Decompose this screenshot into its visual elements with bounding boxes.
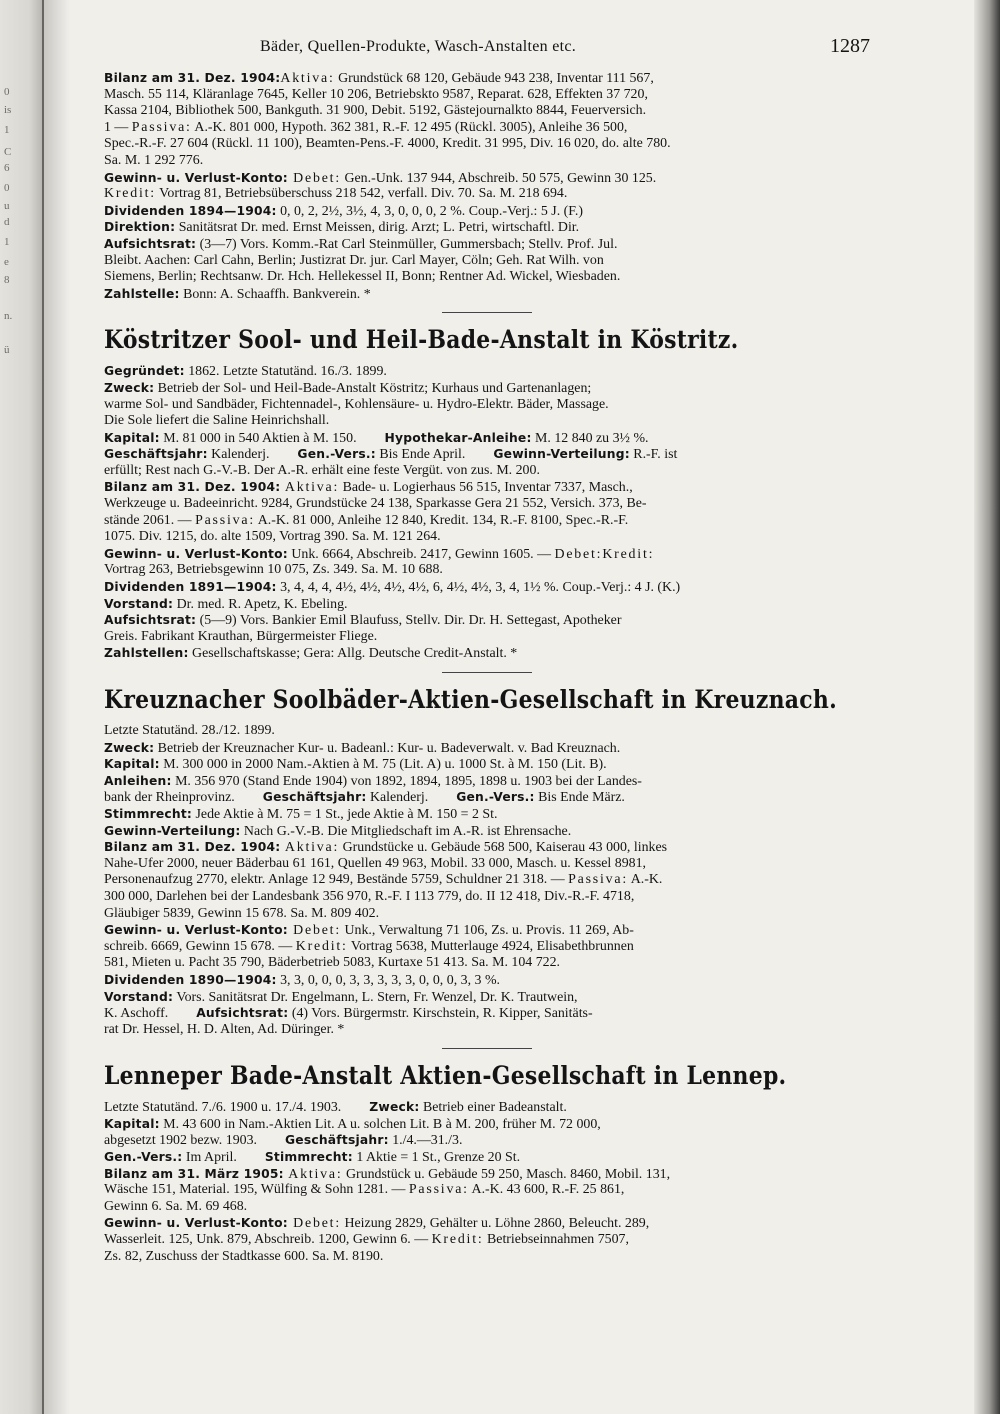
text-line	[104, 629, 870, 646]
entry-label: Hypothekar-Anleihe:	[384, 430, 532, 445]
entry-text: Betrieb der Kreuznacher Kur- u. Badeanl.: Kur- u. Badeverwalt. v. Bad Kreuznach.	[154, 740, 621, 756]
entry-text: A.-K. 43 600, R.-F. 25 861,	[468, 1182, 625, 1198]
entry-text: erfüllt; Rest nach G.-V.-B. Der A.-R. erhält eine feste Vergüt. von zus. M. 200.	[104, 462, 540, 478]
entry-text: Sanitätsrat Dr. med. Ernst Meissen, dirig. Arzt; L. Petri, wirtschaftl. Dir.	[175, 220, 580, 236]
text-line	[104, 839, 870, 856]
entry-text: Nahe-Ufer 2000, neuer Bäderbau 61 161, Quellen 49 963, Mobil. 33 000, Masch. u. Kessel 8981,	[104, 855, 647, 871]
account-label: Passiva:	[131, 119, 192, 135]
entry-text: R.-F. ist	[629, 447, 678, 463]
entry-label: Bilanz am 31. März 1905:	[104, 1166, 284, 1181]
running-head-title: Bäder, Quellen-Produkte, Wasch-Anstalten etc.	[260, 38, 577, 55]
entry-label: Stimmrecht:	[104, 806, 193, 821]
entry-text: Letzte Statutänd. 28./12. 1899.	[104, 723, 275, 738]
text-line	[104, 397, 870, 414]
account-label: Aktiva:	[280, 840, 340, 856]
entry-label: Dividenden 1890—1904:	[104, 972, 277, 987]
text-line	[104, 723, 870, 740]
previous-page-fragment: ü	[4, 344, 10, 356]
entry-label: Geschäftsjahr:	[285, 1133, 389, 1148]
entry-label: Zahlstellen:	[104, 646, 189, 661]
entry-text: Siemens, Berlin; Rechtsanw. Dr. Hch. Hellekessel II, Bonn; Rentner Ad. Wickel, Wiesbaden.	[104, 269, 621, 285]
entry-label: Gewinn-Verteilung:	[493, 447, 630, 462]
text-line	[104, 579, 870, 596]
entry-label: Zweck:	[369, 1100, 420, 1115]
section-divider	[442, 672, 532, 673]
entry-text: M. 356 970 (Stand Ende 1904) von 1892, 1894, 1895, 1898 u. 1903 bei der Landes-	[171, 773, 642, 789]
text-line	[104, 496, 870, 513]
entry-label: Aufsichtsrat:	[104, 236, 197, 251]
text-line	[104, 430, 870, 447]
entry-text: Vortrag 263, Betriebsgewinn 10 075, Zs. 349. Sa. M. 10 688.	[104, 562, 443, 578]
entry-text: 1./4.—31./3.	[388, 1133, 463, 1149]
text-line	[104, 120, 870, 137]
entry-text: (4) Vors. Bürgermstr. Kirschstein, R. Kipper, Sanitäts-	[288, 1006, 593, 1022]
entry-text: 300 000, Darlehen bei der Landesbank 356 970, R.-F. I 113 779, do. II 12 418, Div.-R.-F. 4718,	[104, 888, 635, 904]
entry-text: (5—9) Vors. Bankier Emil Blaufuss, Stellv. Dir. Dr. H. Settegast, Apotheker	[196, 613, 622, 629]
previous-page-fragment: d	[4, 216, 10, 228]
entry-label: Zweck:	[104, 740, 155, 755]
text-line	[104, 529, 870, 546]
entry-label: Gen.-Vers.:	[456, 790, 535, 805]
entry-text: bank der Rheinprovinz.	[104, 790, 235, 806]
entry-text: M. 12 840 zu 3½ %.	[531, 430, 649, 446]
entry-text: Unk., Verwaltung 71 106, Zs. u. Provis. 11 269, Ab-	[341, 923, 634, 939]
entry-text: rat Dr. Hessel, H. D. Alten, Ad. Düringer. *	[104, 1021, 345, 1037]
entry-text: warme Sol- und Sandbäder, Fichtennadel-, Kohlensäure- u. Hydro-Elektr. Bäder, Massage.	[104, 396, 609, 412]
text-line	[104, 789, 870, 806]
entry-text: Vortrag 81, Betriebsüberschuss 218 542, verfall. Div. 70. Sa. M. 218 694.	[155, 186, 568, 202]
entry-text: 0, 0, 2, 2½, 3½, 4, 3, 0, 0, 0, 2 %. Coup.-Verj.: 5 J. (F.)	[276, 203, 583, 219]
entry-label: Gewinn- u. Verlust-Konto:	[104, 170, 288, 185]
text-line	[104, 103, 870, 120]
entry-text: Personenaufzug 2770, elektr. Anlage 12 949, Bestände 5759, Schuldner 21 318. —	[104, 872, 569, 888]
text-line	[104, 269, 870, 286]
previous-page-fragment: 8	[4, 274, 10, 286]
entry-label: Stimmrecht:	[264, 1150, 353, 1165]
previous-page-fragment: 0	[4, 86, 10, 98]
entry-label: Bilanz am 31. Dez. 1904:	[104, 840, 281, 855]
entry-text: Heizung 2829, Gehälter u. Löhne 2860, Beleucht. 289,	[341, 1216, 650, 1232]
text-line	[104, 939, 870, 956]
entry-text: Jede Aktie à M. 75 = 1 St., jede Aktie à M. 150 = 2 St.	[192, 806, 498, 822]
entry-text: Betriebseinnahmen 7507,	[483, 1232, 629, 1248]
entry-text: Zs. 82, Zuschuss der Stadtkasse 600. Sa. M. 8190.	[104, 1248, 384, 1264]
entry-text: (3—7) Vors. Komm.-Rat Carl Steinmüller, Gummersbach; Stellv. Prof. Jul.	[196, 236, 618, 252]
text-line	[104, 562, 870, 579]
entry-label: Vorstand:	[104, 596, 174, 611]
entry-text: Sa. M. 1 292 776.	[104, 152, 204, 168]
text-line	[104, 413, 870, 430]
text-line	[104, 955, 870, 972]
entry-text: Kalenderj.	[366, 790, 429, 806]
account-label: Aktiva:	[283, 1166, 343, 1182]
account-label: Kredit:	[602, 546, 655, 562]
entry-text: Gewinn 6. Sa. M. 69 468.	[104, 1198, 248, 1214]
entry-label: Zweck:	[104, 380, 155, 395]
text-line	[104, 906, 870, 923]
entry-text: Im April.	[182, 1150, 237, 1166]
account-label: Debet:	[554, 546, 603, 562]
entry-label: Geschäftsjahr:	[262, 790, 367, 805]
text-line	[104, 479, 870, 496]
account-label: Passiva:	[195, 512, 255, 528]
entry-text: Werkzeuge u. Badeeinricht. 9284, Grundstücke 24 138, Sparkasse Gera 21 552, Versich. 373, Be-	[104, 496, 647, 512]
entry-label: Bilanz am 31. Dez. 1904:	[104, 480, 281, 495]
entry-text: Bis Ende April.	[375, 447, 466, 463]
text-line	[104, 463, 870, 480]
previous-page-fragment: 1	[4, 236, 10, 248]
entry-text: Kalenderj.	[207, 447, 270, 463]
company-heading: Köstritzer Sool- und Heil-Bade-Anstalt in Köstritz.	[104, 325, 739, 356]
text-line	[104, 740, 870, 757]
entry-text: Gesellschaftskasse; Gera: Allg. Deutsche Credit-Anstalt. *	[188, 646, 518, 662]
account-label: Debet:	[287, 170, 341, 186]
text-line	[104, 363, 870, 380]
entry-label: Bilanz am 31. Dez. 1904:	[104, 71, 281, 85]
entry-text: Bade- u. Logierhaus 56 515, Inventar 7337, Masch.,	[339, 480, 633, 496]
entry-label: Zahlstelle:	[104, 286, 180, 301]
text-line	[104, 889, 870, 906]
text-line	[104, 1149, 870, 1166]
entry-text: Unk. 6664, Abschreib. 2417, Gewinn 1605. —	[287, 546, 555, 562]
entry-text: 1 Aktie = 1 St., Grenze 20 St.	[352, 1150, 521, 1166]
page-content	[104, 70, 870, 1265]
account-label: Debet:	[287, 1216, 341, 1232]
entry-label: Kapital:	[104, 430, 160, 445]
text-line	[104, 773, 870, 790]
entry-text: Letzte Statutänd. 7./6. 1900 u. 17./4. 1903.	[104, 1100, 342, 1116]
entry-text: Bis Ende März.	[534, 790, 625, 806]
text-line	[104, 446, 870, 463]
text-line	[104, 596, 870, 613]
previous-page-edge	[0, 0, 44, 1414]
text-line	[104, 236, 870, 253]
entry-text: K. Aschoff.	[104, 1006, 169, 1022]
entry-text: Grundstück 68 120, Gebäude 943 238, Inventar 111 567,	[334, 71, 654, 86]
text-line	[104, 1166, 870, 1183]
entry-text: 3, 3, 0, 0, 0, 3, 3, 3, 3, 3, 0, 0, 0, 3, 3 %.	[276, 972, 500, 988]
text-line	[104, 1249, 870, 1266]
text-line	[104, 806, 870, 823]
text-line	[104, 823, 870, 840]
text-line	[104, 756, 870, 773]
entry-text: M. 81 000 in 540 Aktien à M. 150.	[159, 430, 357, 446]
account-label: Passiva:	[408, 1182, 469, 1198]
entry-label: Anleihen:	[104, 773, 172, 788]
previous-page-fragment: C	[4, 146, 12, 158]
entry-label: Geschäftsjahr:	[104, 447, 208, 462]
account-label: Kredit:	[104, 186, 156, 202]
text-line	[104, 286, 870, 303]
previous-page-fragment: 6	[4, 162, 10, 174]
entry-text: schreib. 6669, Gewinn 15 678. —	[104, 938, 296, 954]
entry-label: Gewinn- u. Verlust-Konto:	[104, 923, 288, 938]
entry-label: Direktion:	[104, 220, 176, 235]
previous-page-fragment: u	[4, 200, 10, 212]
page-edge-right	[974, 0, 1000, 1414]
text-line	[104, 856, 870, 873]
entry-text: Bleibt. Aachen: Carl Cahn, Berlin; Justizrat Dr. jur. Carl Mayer, Cöln; Geh. Rat Wilh. von	[104, 252, 604, 268]
entry-text: Spec.-R.-F. 27 604 (Rückl. 11 100), Beamten-Pens.-F. 4000, Kredit. 31 995, Div. 16 020, do. alte 780.	[104, 136, 671, 152]
entry-label: Gewinn- u. Verlust-Konto:	[104, 546, 288, 561]
entry-text: Kassa 2104, Bibliothek 500, Bankguth. 31 900, Debit. 5192, Gästejournalkto 8844, Feuerversich.	[104, 103, 647, 119]
spine-shadow	[42, 0, 70, 1414]
text-line	[104, 1215, 870, 1232]
text-line	[104, 203, 870, 220]
text-line	[104, 1022, 870, 1039]
entry-text: Wäsche 151, Material. 195, Wülfing & Sohn 1281. —	[104, 1182, 409, 1198]
entry-text: Grundstücke u. Gebäude 568 500, Kaiserau 43 000, linkes	[339, 840, 668, 856]
text-line	[104, 380, 870, 397]
text-line	[104, 1132, 870, 1149]
company-heading: Kreuznacher Soolbäder-Aktien-Gesellschaft in Kreuznach.	[104, 685, 837, 715]
entry-text: M. 300 000 in 2000 Nam.-Aktien à M. 75 (Lit. A) u. 1000 St. à M. 150 (Lit. B).	[159, 757, 607, 773]
text-line	[104, 1182, 870, 1199]
text-line	[104, 170, 870, 187]
text-line	[104, 153, 870, 170]
entry-text: Nach G.-V.-B. Die Mitgliedschaft im A.-R. ist Ehrensache.	[240, 823, 572, 839]
entry-text: Die Sole liefert die Saline Heinrichshall.	[104, 413, 330, 429]
page-number: 1287	[830, 35, 870, 57]
entry-text: A.-K.	[628, 872, 663, 888]
text-line	[104, 922, 870, 939]
entry-text: 1862. Letzte Statutänd. 16./3. 1899.	[184, 364, 387, 380]
entry-text: Dr. med. R. Apetz, K. Ebeling.	[173, 596, 348, 612]
entry-text: Masch. 55 114, Kläranlage 7645, Keller 10 206, Betriebskto 9587, Reparat. 628, Effekten 37 720,	[104, 86, 648, 102]
text-line	[104, 253, 870, 270]
entry-text: Betrieb einer Badeanstalt.	[419, 1100, 567, 1116]
previous-page-fragment: is	[4, 104, 12, 116]
running-head	[104, 35, 870, 60]
entry-text: 581, Mieten u. Pacht 35 790, Bäderbetrieb 5083, Kurtaxe 51 413. Sa. M. 104 722.	[104, 955, 561, 971]
text-line	[104, 70, 870, 87]
account-label: Kredit:	[431, 1232, 484, 1248]
entry-text: 1075. Div. 1215, do. alte 1509, Vortrag 390. Sa. M. 121 264.	[104, 529, 441, 545]
entry-label: Aufsichtsrat:	[196, 1006, 289, 1021]
entry-label: Gewinn-Verteilung:	[104, 823, 241, 838]
text-line	[104, 513, 870, 530]
account-label: Aktiva:	[280, 71, 335, 86]
entry-text: 1 —	[104, 119, 132, 135]
text-line	[104, 972, 870, 989]
text-line	[104, 1099, 870, 1116]
entry-text: Betrieb der Sol- und Heil-Bade-Anstalt Köstritz; Kurhaus und Gartenanlagen;	[154, 380, 592, 396]
entry-text: 3, 4, 4, 4, 4½, 4½, 4½, 4½, 6, 4½, 4½, 3, 4, 1½ %. Coup.-Verj.: 4 J. (K.)	[276, 580, 681, 596]
entry-text: Gen.-Unk. 137 944, Abschreib. 50 575, Gewinn 30 125.	[341, 170, 657, 186]
text-line	[104, 186, 870, 203]
previous-page-fragment: n.	[4, 310, 13, 322]
entry-label: Gen.-Vers.:	[104, 1150, 183, 1165]
text-line	[104, 989, 870, 1006]
text-line	[104, 1116, 870, 1133]
entry-text: Bonn: A. Schaaffh. Bankverein. *	[179, 286, 371, 302]
text-line	[104, 1005, 870, 1022]
entry-label: Gewinn- u. Verlust-Konto:	[104, 1216, 288, 1231]
account-label: Debet:	[287, 923, 341, 939]
entry-label: Gegründet:	[104, 364, 185, 379]
entry-label: Dividenden 1891—1904:	[104, 580, 277, 595]
text-line	[104, 1199, 870, 1216]
entry-text: Vortrag 5638, Mutterlauge 4924, Elisabethbrunnen	[347, 938, 634, 954]
entry-label: Gen.-Vers.:	[297, 447, 376, 462]
entry-text: Wasserleit. 125, Unk. 879, Abschreib. 1200, Gewinn 6. —	[104, 1232, 432, 1248]
entry-text: abgesetzt 1902 bezw. 1903.	[104, 1133, 258, 1149]
entry-text: Greis. Fabrikant Krauthan, Bürgermeister Fliege.	[104, 628, 378, 644]
company-heading: Lenneper Bade-Anstalt Aktien-Gesellschaft in Lennep.	[104, 1061, 787, 1092]
entry-label: Aufsichtsrat:	[104, 613, 197, 628]
entry-label: Vorstand:	[104, 989, 174, 1004]
entry-text: Vors. Sanitätsrat Dr. Engelmann, L. Stern, Fr. Wenzel, Dr. K. Trautwein,	[173, 989, 578, 1005]
previous-page-fragment: 1	[4, 124, 10, 136]
text-line	[104, 612, 870, 629]
entry-text: M. 43 600 in Nam.-Aktien Lit. A u. solchen Lit. B à M. 200, früher M. 72 000,	[159, 1116, 601, 1132]
entry-text: stände 2061. —	[104, 512, 196, 528]
text-line	[104, 136, 870, 153]
text-line	[104, 872, 870, 889]
account-label: Kredit:	[295, 938, 348, 954]
text-line	[104, 1232, 870, 1249]
entry-text: A.-K. 801 000, Hypoth. 362 381, R.-F. 12 495 (Rückl. 3005), Anleihe 36 500,	[191, 119, 628, 135]
account-label: Passiva:	[568, 872, 629, 888]
section-divider	[442, 312, 532, 313]
section-divider	[442, 1048, 532, 1049]
account-label: Aktiva:	[280, 480, 340, 496]
entry-text: A.-K. 81 000, Anleihe 12 840, Kredit. 134, R.-F. 8100, Spec.-R.-F.	[255, 512, 629, 528]
previous-page-fragment: 0	[4, 182, 10, 194]
text-line	[104, 546, 870, 563]
entry-label: Dividenden 1894—1904:	[104, 203, 277, 218]
entry-label: Kapital:	[104, 757, 160, 772]
entry-text: Gläubiger 5839, Gewinn 15 678. Sa. M. 809 402.	[104, 905, 380, 921]
entry-label: Kapital:	[104, 1116, 160, 1131]
text-line	[104, 645, 870, 662]
previous-page-fragment: e	[4, 256, 9, 268]
text-line	[104, 87, 870, 104]
text-line	[104, 219, 870, 236]
entry-text: Grundstück u. Gebäude 59 250, Masch. 8460, Mobil. 131,	[342, 1166, 671, 1182]
